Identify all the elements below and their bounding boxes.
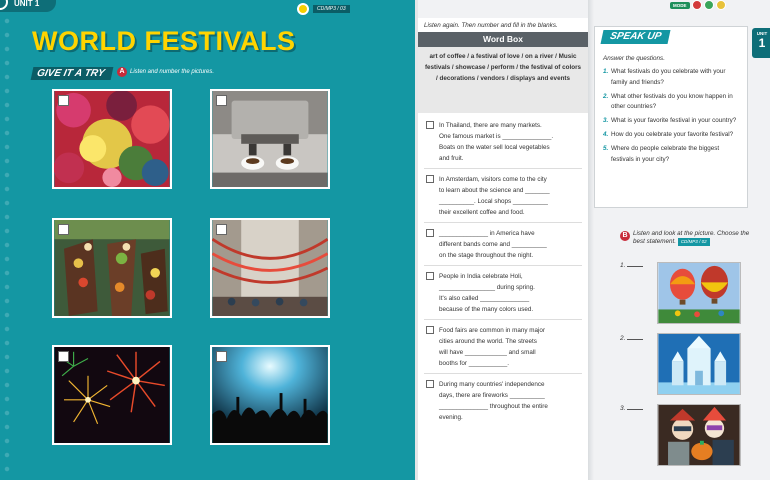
item-line: because of the many colors used. (439, 306, 534, 313)
fill-in-item (418, 325, 588, 369)
item-line: In Thailand, there are many markets. (439, 122, 542, 129)
section-a-instruction: Listen and number the pictures. (130, 69, 215, 75)
picture-checkbox[interactable] (58, 224, 69, 235)
answer-blank[interactable] (627, 266, 643, 267)
picture-holi (52, 89, 172, 189)
section-b-badge: B (620, 231, 630, 241)
fireworks-image (54, 347, 170, 443)
question-number: 5. (603, 145, 609, 152)
unit-badge-number: 1 (758, 36, 766, 50)
mode-green-button[interactable] (704, 0, 714, 10)
item-line: days, there are fireworks __________ (439, 392, 545, 399)
item-line: During many countries' independence (439, 381, 545, 388)
unit-badge (752, 28, 770, 58)
question-item (603, 130, 739, 141)
floating-market-image (54, 220, 170, 316)
item-checkbox[interactable] (426, 121, 434, 129)
item-line: Boats on the water sell local vegetables (439, 144, 550, 151)
question-number: 3. (603, 117, 609, 124)
question-number: 1. (603, 68, 609, 75)
unit-badge-label: UNIT (756, 31, 768, 36)
item-divider (424, 373, 582, 374)
item-checkbox[interactable] (426, 272, 434, 280)
speak-up-heading: SPEAK UP (601, 30, 671, 44)
item-checkbox[interactable] (426, 326, 434, 334)
masks-image (658, 405, 740, 465)
item-checkbox[interactable] (426, 175, 434, 183)
item-line: cities around the world. The streets (439, 338, 537, 345)
decorations-image (212, 220, 328, 316)
section-b-instruction (633, 230, 760, 246)
holi-image (54, 91, 170, 187)
picture-decorations (210, 218, 330, 318)
audio-track-label: CD/MP3 / 03 (313, 5, 350, 13)
mode-yellow-button[interactable] (716, 0, 726, 10)
coffee-image (212, 91, 328, 187)
fill-in-item (418, 271, 588, 315)
question-text: What festivals do you celebrate with your family and friends? (611, 68, 726, 86)
decorative-dots (0, 0, 14, 480)
item-line: ______________ in America have (439, 230, 535, 237)
balloons-image (658, 263, 740, 323)
item-divider (424, 222, 582, 223)
item-line: on the stage throughout the night. (439, 252, 534, 259)
picture-ice-castle (657, 333, 741, 395)
question-text: What other festivals do you know happen in other countries? (611, 92, 733, 110)
b-item-number (620, 335, 643, 342)
mode-label: MODE (670, 2, 690, 9)
answer-blank[interactable] (627, 339, 643, 340)
audio-badge[interactable] (297, 3, 350, 15)
answer-blank[interactable] (627, 409, 643, 410)
item-line: different bands come and __________ (439, 241, 547, 248)
picture-checkbox[interactable] (58, 351, 69, 362)
item-line: and fruit. (439, 155, 464, 162)
question-text: What is your favorite festival in your country? (611, 117, 737, 124)
fill-in-item (418, 120, 588, 164)
mode-bar (670, 0, 726, 10)
item-line: to learn about the science and _______ (439, 187, 550, 194)
item-line: will have ____________ and small (439, 349, 536, 356)
picture-concert (210, 345, 330, 445)
item-line: booths for ___________. (439, 360, 510, 367)
question-text: How do you celebrate your favorite festival? (611, 131, 734, 138)
b-item-number (620, 405, 643, 412)
question-number: 4. (603, 131, 609, 138)
item-checkbox[interactable] (426, 229, 434, 237)
speak-up-questions (603, 67, 739, 169)
picture-checkbox[interactable] (216, 95, 227, 106)
fill-in-item (418, 228, 588, 261)
page-title: WORLD FESTIVALS (32, 26, 296, 56)
item-line: People in India celebrate Holi, (439, 273, 523, 280)
item-line: __________. Local shops __________ (439, 198, 548, 205)
item-checkbox[interactable] (426, 380, 434, 388)
question-item (603, 92, 739, 113)
item-line: One famous market is ______________. (439, 133, 554, 140)
picture-masks (657, 404, 741, 466)
cd-icon (297, 3, 309, 15)
b-item-num: 1. (620, 262, 626, 269)
b-item-num: 3. (620, 405, 626, 412)
picture-floating-market (52, 218, 172, 318)
item-divider (424, 265, 582, 266)
item-line: ________________ during spring. (439, 284, 535, 291)
item-line: evening. (439, 414, 463, 421)
question-icon (0, 0, 8, 10)
ice-castle-image (658, 334, 740, 394)
picture-coffee (210, 89, 330, 189)
picture-checkbox[interactable] (58, 95, 69, 106)
item-line: It's also called ______________ (439, 295, 530, 302)
mode-red-button[interactable] (692, 0, 702, 10)
item-divider (424, 168, 582, 169)
b-item-num: 2. (620, 335, 626, 342)
picture-checkbox[interactable] (216, 351, 227, 362)
section-a-badge: A (117, 67, 127, 77)
picture-checkbox[interactable] (216, 224, 227, 235)
fill-in-item (418, 379, 588, 423)
word-box-title: Word Box (418, 32, 588, 47)
section-b-header (620, 230, 760, 246)
word-box-panel (418, 18, 588, 480)
item-line: ______________ throughout the entire (439, 403, 548, 410)
unit-tab[interactable] (0, 0, 56, 12)
section-b-cd-label[interactable]: CD/MP3 / 02 (678, 238, 710, 246)
question-item (603, 144, 739, 165)
speak-up-instruction: Answer the questions. (603, 55, 665, 62)
word-box-words: art of coffee / a festival of love / on a river / Music festivals / showcase / perform / the festival of colors / decorations / vendors / displays and events (418, 47, 588, 113)
give-it-a-try-label: GIVE IT A TRY (31, 67, 114, 80)
item-line: In Amsterdam, visitors come to the city (439, 176, 547, 183)
concert-image (212, 347, 328, 443)
item-line: their excellent coffee and food. (439, 209, 525, 216)
section-b-instruction-text: Listen and look at the picture. Choose the best statement. (633, 230, 750, 245)
b-item-number (620, 262, 643, 269)
question-item (603, 67, 739, 88)
item-divider (424, 319, 582, 320)
picture-fireworks (52, 345, 172, 445)
speak-up-box (594, 26, 748, 208)
unit-tab-label: UNIT 1 (14, 0, 40, 8)
word-box-instruction: Listen again. Then number and fill in the blanks. (424, 22, 558, 29)
picture-balloons (657, 262, 741, 324)
question-number: 2. (603, 92, 609, 100)
fill-in-item (418, 174, 588, 218)
question-text: Where do people celebrate the biggest festivals in your city? (611, 145, 720, 163)
item-line: Food fairs are common in many major (439, 327, 546, 334)
question-item (603, 116, 739, 127)
